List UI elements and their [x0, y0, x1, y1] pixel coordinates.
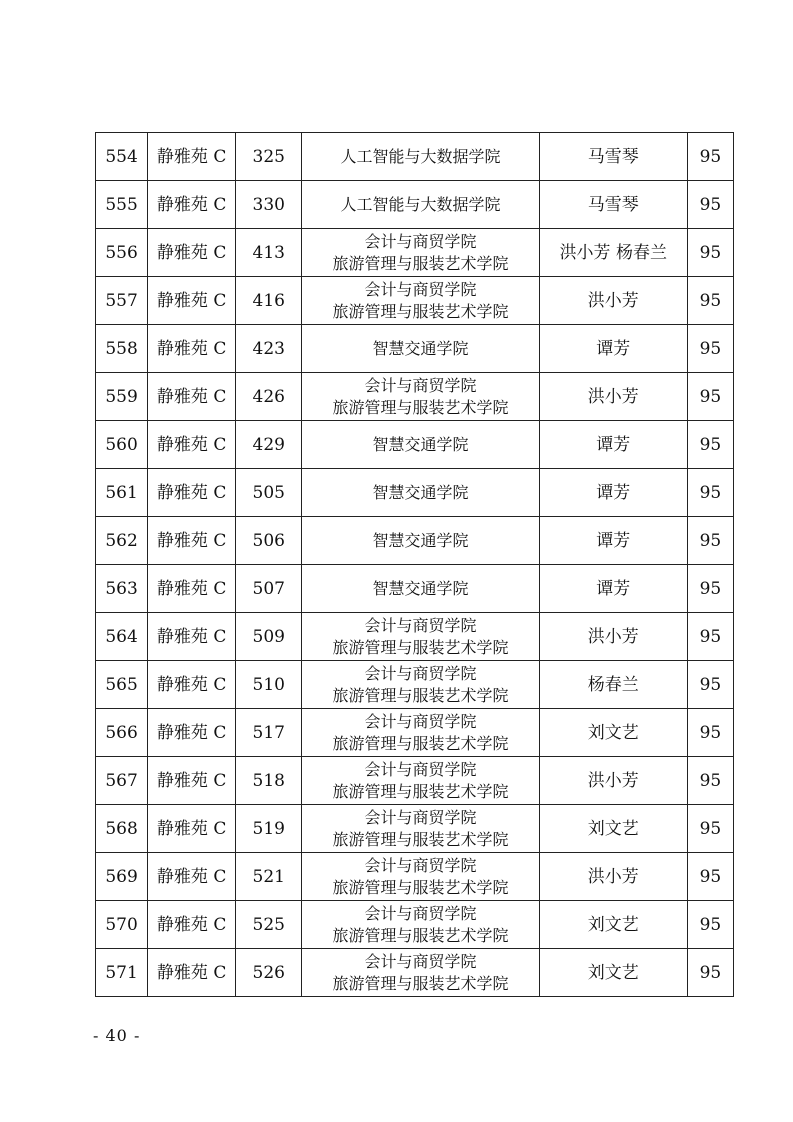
college-name: 智慧交通学院	[372, 338, 469, 358]
building-cell: 静雅苑 C	[148, 661, 236, 709]
serial-number-cell: 564	[96, 613, 148, 661]
college-cell	[302, 421, 539, 469]
building-cell: 静雅苑 C	[148, 949, 236, 997]
serial-number-cell: 571	[96, 949, 148, 997]
college-name: 旅游管理与服装艺术学院	[332, 685, 509, 705]
room-number-cell: 519	[236, 805, 302, 853]
table-row	[96, 613, 734, 661]
supervisor-cell: 洪小芳	[539, 277, 687, 325]
score-cell: 95	[687, 181, 733, 229]
score-cell: 95	[687, 757, 733, 805]
college-name: 人工智能与大数据学院	[340, 194, 501, 214]
college-name: 智慧交通学院	[372, 434, 469, 454]
table-row	[96, 853, 734, 901]
table-row	[96, 325, 734, 373]
building-cell: 静雅苑 C	[148, 133, 236, 181]
building-cell: 静雅苑 C	[148, 853, 236, 901]
college-name: 会计与商贸学院	[364, 663, 477, 683]
building-cell: 静雅苑 C	[148, 325, 236, 373]
college-name: 旅游管理与服装艺术学院	[332, 253, 509, 273]
college-name: 会计与商贸学院	[364, 903, 477, 923]
serial-number-cell: 555	[96, 181, 148, 229]
college-name: 会计与商贸学院	[364, 951, 477, 971]
score-cell: 95	[687, 421, 733, 469]
supervisor-cell: 洪小芳	[539, 853, 687, 901]
building-cell: 静雅苑 C	[148, 613, 236, 661]
room-number-cell: 429	[236, 421, 302, 469]
table-body	[96, 133, 734, 997]
supervisor-cell: 洪小芳 杨春兰	[539, 229, 687, 277]
supervisor-cell: 谭芳	[539, 469, 687, 517]
serial-number-cell: 562	[96, 517, 148, 565]
table-row	[96, 421, 734, 469]
serial-number-cell: 554	[96, 133, 148, 181]
room-number-cell: 426	[236, 373, 302, 421]
room-number-cell: 413	[236, 229, 302, 277]
college-name: 旅游管理与服装艺术学院	[332, 637, 509, 657]
score-cell: 95	[687, 133, 733, 181]
college-cell	[302, 229, 539, 277]
table-row	[96, 949, 734, 997]
serial-number-cell: 556	[96, 229, 148, 277]
college-cell	[302, 469, 539, 517]
supervisor-cell: 马雪琴	[539, 181, 687, 229]
college-cell	[302, 709, 539, 757]
table-row	[96, 133, 734, 181]
college-name: 旅游管理与服装艺术学院	[332, 925, 509, 945]
supervisor-cell: 谭芳	[539, 517, 687, 565]
room-number-cell: 509	[236, 613, 302, 661]
college-name: 旅游管理与服装艺术学院	[332, 877, 509, 897]
score-cell: 95	[687, 565, 733, 613]
college-name: 旅游管理与服装艺术学院	[332, 397, 509, 417]
building-cell: 静雅苑 C	[148, 277, 236, 325]
score-cell: 95	[687, 325, 733, 373]
building-cell: 静雅苑 C	[148, 469, 236, 517]
room-number-cell: 510	[236, 661, 302, 709]
college-cell	[302, 613, 539, 661]
table-row	[96, 229, 734, 277]
serial-number-cell: 569	[96, 853, 148, 901]
room-number-cell: 330	[236, 181, 302, 229]
table-row	[96, 517, 734, 565]
table-row	[96, 469, 734, 517]
supervisor-cell: 马雪琴	[539, 133, 687, 181]
college-name: 会计与商贸学院	[364, 759, 477, 779]
college-name: 会计与商贸学院	[364, 231, 477, 251]
serial-number-cell: 557	[96, 277, 148, 325]
serial-number-cell: 558	[96, 325, 148, 373]
score-cell: 95	[687, 901, 733, 949]
building-cell: 静雅苑 C	[148, 517, 236, 565]
supervisor-cell: 杨春兰	[539, 661, 687, 709]
college-name: 会计与商贸学院	[364, 279, 477, 299]
supervisor-cell: 刘文艺	[539, 901, 687, 949]
room-number-cell: 525	[236, 901, 302, 949]
room-number-cell: 505	[236, 469, 302, 517]
building-cell: 静雅苑 C	[148, 421, 236, 469]
dormitory-score-table	[95, 132, 734, 997]
table-row	[96, 277, 734, 325]
college-name: 会计与商贸学院	[364, 711, 477, 731]
table-row	[96, 709, 734, 757]
college-name: 智慧交通学院	[372, 482, 469, 502]
serial-number-cell: 559	[96, 373, 148, 421]
score-cell: 95	[687, 517, 733, 565]
building-cell: 静雅苑 C	[148, 181, 236, 229]
building-cell: 静雅苑 C	[148, 229, 236, 277]
supervisor-cell: 刘文艺	[539, 805, 687, 853]
score-cell: 95	[687, 229, 733, 277]
college-name: 旅游管理与服装艺术学院	[332, 973, 509, 993]
college-cell	[302, 805, 539, 853]
table-row	[96, 373, 734, 421]
college-cell	[302, 661, 539, 709]
college-cell	[302, 181, 539, 229]
college-cell	[302, 277, 539, 325]
college-name: 会计与商贸学院	[364, 375, 477, 395]
serial-number-cell: 565	[96, 661, 148, 709]
table-row	[96, 181, 734, 229]
table-row	[96, 901, 734, 949]
serial-number-cell: 567	[96, 757, 148, 805]
serial-number-cell: 563	[96, 565, 148, 613]
table-row	[96, 661, 734, 709]
college-name: 旅游管理与服装艺术学院	[332, 301, 509, 321]
building-cell: 静雅苑 C	[148, 901, 236, 949]
college-cell	[302, 325, 539, 373]
score-cell: 95	[687, 805, 733, 853]
score-cell: 95	[687, 949, 733, 997]
score-cell: 95	[687, 277, 733, 325]
college-name: 旅游管理与服装艺术学院	[332, 781, 509, 801]
score-cell: 95	[687, 469, 733, 517]
college-cell	[302, 949, 539, 997]
score-cell: 95	[687, 373, 733, 421]
room-number-cell: 507	[236, 565, 302, 613]
building-cell: 静雅苑 C	[148, 757, 236, 805]
college-cell	[302, 133, 539, 181]
college-cell	[302, 901, 539, 949]
serial-number-cell: 560	[96, 421, 148, 469]
room-number-cell: 423	[236, 325, 302, 373]
supervisor-cell: 谭芳	[539, 421, 687, 469]
room-number-cell: 416	[236, 277, 302, 325]
college-cell	[302, 853, 539, 901]
supervisor-cell: 洪小芳	[539, 613, 687, 661]
score-cell: 95	[687, 709, 733, 757]
college-name: 旅游管理与服装艺术学院	[332, 829, 509, 849]
college-name: 会计与商贸学院	[364, 855, 477, 875]
college-name: 会计与商贸学院	[364, 615, 477, 635]
table-row	[96, 805, 734, 853]
serial-number-cell: 570	[96, 901, 148, 949]
score-cell: 95	[687, 853, 733, 901]
college-name: 旅游管理与服装艺术学院	[332, 733, 509, 753]
score-cell: 95	[687, 613, 733, 661]
college-name: 智慧交通学院	[372, 530, 469, 550]
serial-number-cell: 568	[96, 805, 148, 853]
room-number-cell: 518	[236, 757, 302, 805]
supervisor-cell: 刘文艺	[539, 949, 687, 997]
college-name: 人工智能与大数据学院	[340, 146, 501, 166]
supervisor-cell: 谭芳	[539, 565, 687, 613]
college-cell	[302, 565, 539, 613]
supervisor-cell: 谭芳	[539, 325, 687, 373]
building-cell: 静雅苑 C	[148, 805, 236, 853]
table-row	[96, 757, 734, 805]
page-number: - 40 -	[93, 1026, 141, 1045]
room-number-cell: 325	[236, 133, 302, 181]
room-number-cell: 521	[236, 853, 302, 901]
college-cell	[302, 757, 539, 805]
supervisor-cell: 刘文艺	[539, 709, 687, 757]
college-cell	[302, 373, 539, 421]
college-name: 智慧交通学院	[372, 578, 469, 598]
table-row	[96, 565, 734, 613]
serial-number-cell: 561	[96, 469, 148, 517]
room-number-cell: 506	[236, 517, 302, 565]
score-cell: 95	[687, 661, 733, 709]
supervisor-cell: 洪小芳	[539, 373, 687, 421]
building-cell: 静雅苑 C	[148, 373, 236, 421]
building-cell: 静雅苑 C	[148, 565, 236, 613]
college-name: 会计与商贸学院	[364, 807, 477, 827]
supervisor-cell: 洪小芳	[539, 757, 687, 805]
building-cell: 静雅苑 C	[148, 709, 236, 757]
college-cell	[302, 517, 539, 565]
serial-number-cell: 566	[96, 709, 148, 757]
room-number-cell: 517	[236, 709, 302, 757]
room-number-cell: 526	[236, 949, 302, 997]
